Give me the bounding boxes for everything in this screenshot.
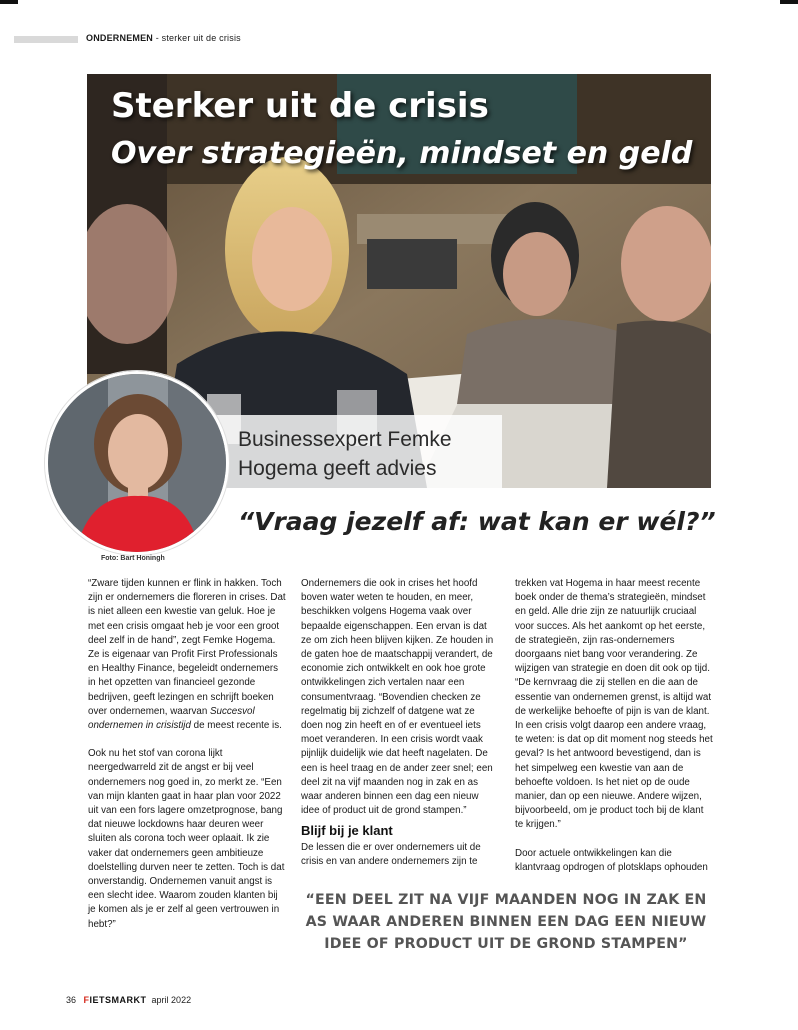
section-label [86,33,241,43]
article-subtitle: Over strategieën, mindset en geld [111,136,693,171]
photo-caption: Businessexpert Femke Hogema geeft advies [238,428,452,480]
book-title: Succesvol ondernemen in crisistijd [88,705,255,732]
article-title: Sterker uit de crisis [111,86,489,126]
paragraph: Ondernemers die ook in crises het hoofd boven water weten te houden, en meer, beschikken volgens Hogema vaak over bepaalde eigenschappen. Een ervan is dat ze om zich heen blijven kijken. Ze houden in de gaten hoe de maatschappij verandert, de economie zich ontwikkelt en ook hoe grote ontwikkelingen zich vertalen naar een consumentvraag. “Bovendien checken ze regelmatig bij zichzelf of datgene wat ze doen nog zin heeft en of er eventueel iets moet veranderen. In een crisis wordt vaak pijnlijk duidelijk wie dat heeft nagelaten. De een is heel traag en de ander zeer snel; een deel zit na vijf maanden nog in zak en as waar anderen binnen een dag een nieuw idee of product uit de grond stampen.” [301,578,494,817]
paragraph: De lessen die er over ondernemers uit de crisis en van andere ondernemers zijn te [301,841,481,867]
portrait-femke-hogema [45,371,229,555]
section-name: ONDERNEMEN [86,33,154,43]
section-separator: - [153,33,162,43]
paragraph: Door actuele ontwikkelingen kan die klantvraag opdrogen of plotsklaps ophouden [515,847,708,873]
page-footer [66,995,191,1005]
crop-mark-left [0,0,18,4]
header-bar [14,36,78,43]
paragraph: Ook nu het stof van corona lijkt neergedwarreld zit de angst er bij veel ondernemers nog goed in, zo merkt ze. “Een van mijn klanten gaat in haar plan voor 2022 uit van een fors lagere omzetprognose, bang dat nieuwe lockdowns haar deuren weer sluiten als corona toch weer oplaait. Ik zie vaker dat ondernemers geen ambitieuze doelstelling durven neer te zetten. Toch is dat onverstandig. Ondernemen vanuit angst is een slecht idee. Waarom zouden klanten bij je komen als je er zelf al geen vertrouwen in hebt?” [88,748,285,930]
photo-credit: Foto: Bart Honingh [101,555,165,562]
page-number: 36 [66,995,77,1005]
section-topic: sterker uit de crisis [161,33,241,43]
magazine-logo [84,995,147,1005]
crop-mark-right [780,0,798,4]
issue-date: april 2022 [151,995,192,1005]
article-column-3 [515,577,713,889]
subheading: Blijf bij je klant [301,823,393,839]
logo-text: IETSMARKT [89,995,147,1005]
article-column-2 [301,577,495,883]
logo-letter: F [83,995,90,1005]
paragraph: trekken vat Hogema in haar meest recente boek onder de thema’s strategieën, mindset en geld. Alle drie zijn ze natuurlijk cruciaal voor succes. Als het aankomt op het eerste, de strategieën, zijn ras-ondernemers doorgaans niet bang voor verandering. Ze wijzigen van strategie en doen dit ook op tijd. “De kernvraag die zij stellen en die aan de essentie van ondernemen grenst, is altijd wat de werkelijke behoefte of pijn is van de klant. In een crisis volgt daarop een andere vraag, te weten: is dat op dit moment nog steeds het geval? Is het antwoord bevestigend, dan is het simpelweg een kwestie van aan de behoefte voldoen. Is het niet op de oude manier, dan op een nieuwe. Andere wijzen, bijvoorbeeld, om je product toch bij de klant te krijgen.” [515,578,713,831]
article-column-1 [88,577,288,946]
pull-quote: “Vraag jezelf af: wat kan er wél?” [238,507,716,536]
paragraph-text: de meest recente is. [190,720,282,732]
paragraph [88,577,288,733]
paragraph-text: “Zware tijden kunnen er flink in hakken. Toch zijn er ondernemers die floreren in crises. Dat is niet alleen een kwestie van geluk. Hoe je met een crisis omgaat heb je voor een groot deel zelf in de hand”, zegt Femke Hogema. Ze is eigenaar van Profit First Professionals en Healthy Finance, begeleidt ondernemers in het opzetten van financieel gezonde bedrijven, geeft lezingen en schrijft boeken over ondernemen, waarvan [88,578,286,717]
highlight-quote: “EEN DEEL ZIT NA VIJF MAANDEN NOG IN ZAK EN AS WAAR ANDEREN BINNEN EEN DAG EEN NIEUW IDEE OF PRODUCT UIT DE GROND STAMPEN” [305,892,707,952]
